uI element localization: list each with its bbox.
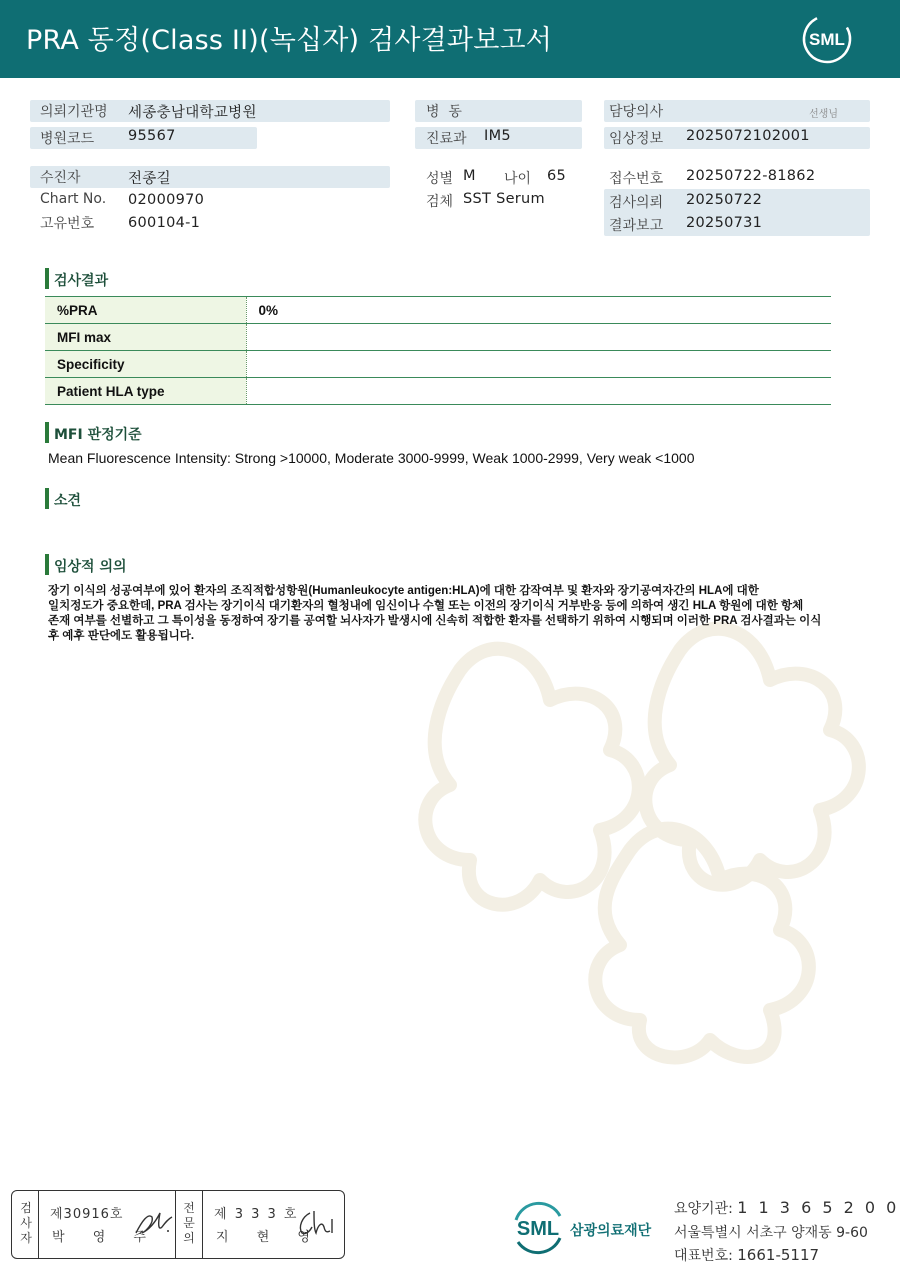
result-value: 0%	[246, 297, 831, 324]
results-table	[45, 296, 831, 405]
sign-divider	[175, 1191, 176, 1258]
tester-signature	[132, 1207, 174, 1241]
ward-label: 병 동	[426, 104, 462, 120]
opinion-section-title: 소견	[54, 493, 82, 509]
specialist-label	[177, 1191, 201, 1258]
doctor-label: 담당의사	[609, 104, 664, 120]
unique-label: 고유번호	[40, 216, 95, 232]
department-label: 진료과	[426, 131, 467, 147]
clinical-significance-text	[48, 584, 848, 644]
age-label: 나이	[504, 171, 532, 187]
clinical-line: 장기 이식의 성공여부에 있어 환자의 조직적합성항원(Humanleukocyte antigen:HLA)에 대한 감작여부 및 환자와 장기공여자간의 HLA에 대한	[48, 585, 759, 597]
footer-org-name: 삼광의료재단	[570, 1223, 652, 1239]
clinical-section-bar	[45, 554, 49, 575]
specimen-label: 검체	[426, 194, 454, 210]
footer-code-label: 요양기관:	[674, 1201, 738, 1217]
footer-sml-logo	[508, 1200, 568, 1256]
report-value: 20250731	[686, 215, 763, 231]
mfi-section-bar	[45, 422, 49, 443]
department-value: IM5	[484, 128, 511, 144]
unique-value: 600104-1	[128, 215, 201, 231]
sml-logo-text: SML	[809, 30, 845, 49]
footer-address: 서울특별시 서초구 양재동 9-60	[674, 1225, 868, 1241]
table-row	[45, 351, 831, 378]
hospital-code-value: 95567	[128, 128, 176, 144]
tester-label-char: 자	[20, 1231, 32, 1245]
patient-row	[30, 166, 390, 188]
specimen-value: SST Serum	[463, 191, 545, 207]
patient-label: 수진자	[40, 170, 81, 186]
specialist-label-char: 의	[183, 1231, 195, 1245]
chart-label: Chart No.	[40, 191, 107, 207]
specialist-label-char: 문	[183, 1216, 195, 1230]
footer-code-line	[674, 1198, 899, 1218]
report-label: 결과보고	[609, 218, 664, 234]
specialist-label-char: 전	[183, 1201, 195, 1215]
sign-divider	[38, 1191, 39, 1258]
age-value: 65	[547, 168, 567, 184]
footer-logo-text: SML	[516, 1218, 560, 1240]
receipt-label: 접수번호	[609, 171, 664, 187]
tester-label-char: 사	[20, 1216, 32, 1230]
report-header	[0, 0, 900, 78]
result-value	[246, 378, 831, 405]
footer-phone-label: 대표번호:	[674, 1248, 738, 1264]
result-key: %PRA	[45, 297, 246, 324]
result-key: Specificity	[45, 351, 246, 378]
specialist-number: 제 3 3 3 호	[214, 1207, 299, 1222]
clinical-section-title: 임상적 의의	[54, 559, 127, 575]
tester-name: 박 영 주	[52, 1230, 158, 1245]
footer-phone-value: 1661-5117	[737, 1246, 820, 1264]
tester-label-char: 검	[20, 1201, 32, 1215]
result-key: MFI max	[45, 324, 246, 351]
signature-box	[11, 1190, 345, 1259]
clinical-info-value: 2025072102001	[686, 128, 810, 144]
opinion-section-bar	[45, 488, 49, 509]
clinical-line: 후 예후 판단에도 활용됩니다.	[48, 630, 195, 642]
hospital-code-label: 병원코드	[40, 131, 95, 147]
mfi-criteria-text: Mean Fluorescence Intensity: Strong >10000, Moderate 3000-9999, Weak 1000-2999, Very weak <1000	[48, 450, 695, 466]
result-value	[246, 324, 831, 351]
table-row	[45, 297, 831, 324]
results-section-title: 검사결과	[54, 273, 109, 289]
request-value: 20250722	[686, 192, 763, 208]
tester-number: 제30916호	[50, 1207, 124, 1222]
footer-phone-line	[674, 1245, 819, 1265]
institution-label: 의뢰기관명	[40, 104, 108, 120]
clinical-info-label: 임상정보	[609, 131, 664, 147]
table-row	[45, 324, 831, 351]
sex-value: M	[463, 168, 476, 184]
specialist-signature	[294, 1205, 340, 1241]
tester-label	[14, 1191, 38, 1258]
result-key: Patient HLA type	[45, 378, 246, 405]
mfi-section-title: MFI 판정기준	[54, 427, 142, 443]
report-title: PRA 동정(Class II)(녹십자) 검사결과보고서	[26, 25, 553, 56]
result-value	[246, 351, 831, 378]
clinical-line: 일치정도가 중요한데, PRA 검사는 장기이식 대기환자의 혈청내에 임신이나 수혈 또는 이전의 장기이식 거부반응 등에 의하여 생긴 HLA 항원에 대한 항체	[48, 600, 804, 612]
receipt-value: 20250722-81862	[686, 168, 816, 184]
chart-value: 02000970	[128, 192, 205, 208]
patient-value: 전종길	[128, 171, 171, 187]
sex-label: 성별	[426, 171, 454, 187]
footer-code-value: 1 1 3 6 5 2 0 0	[737, 1198, 900, 1217]
table-row	[45, 378, 831, 405]
doctor-suffix: 선생님	[809, 109, 838, 120]
specialist-name: 지 현 영	[216, 1230, 322, 1245]
sml-logo	[800, 12, 854, 66]
request-label: 검사의뢰	[609, 195, 664, 211]
watermark-logo	[400, 590, 900, 1070]
clinical-line: 존재 여부를 선별하고 그 특이성을 동정하여 장기를 공여할 뇌사자가 발생시에 신속히 적합한 환자를 선택하기 위하여 시행되며 이러한 PRA 검사결과는 이식	[48, 615, 822, 627]
results-section-bar	[45, 268, 49, 289]
sign-divider	[202, 1191, 203, 1258]
institution-value: 세종충남대학교병원	[128, 105, 257, 121]
